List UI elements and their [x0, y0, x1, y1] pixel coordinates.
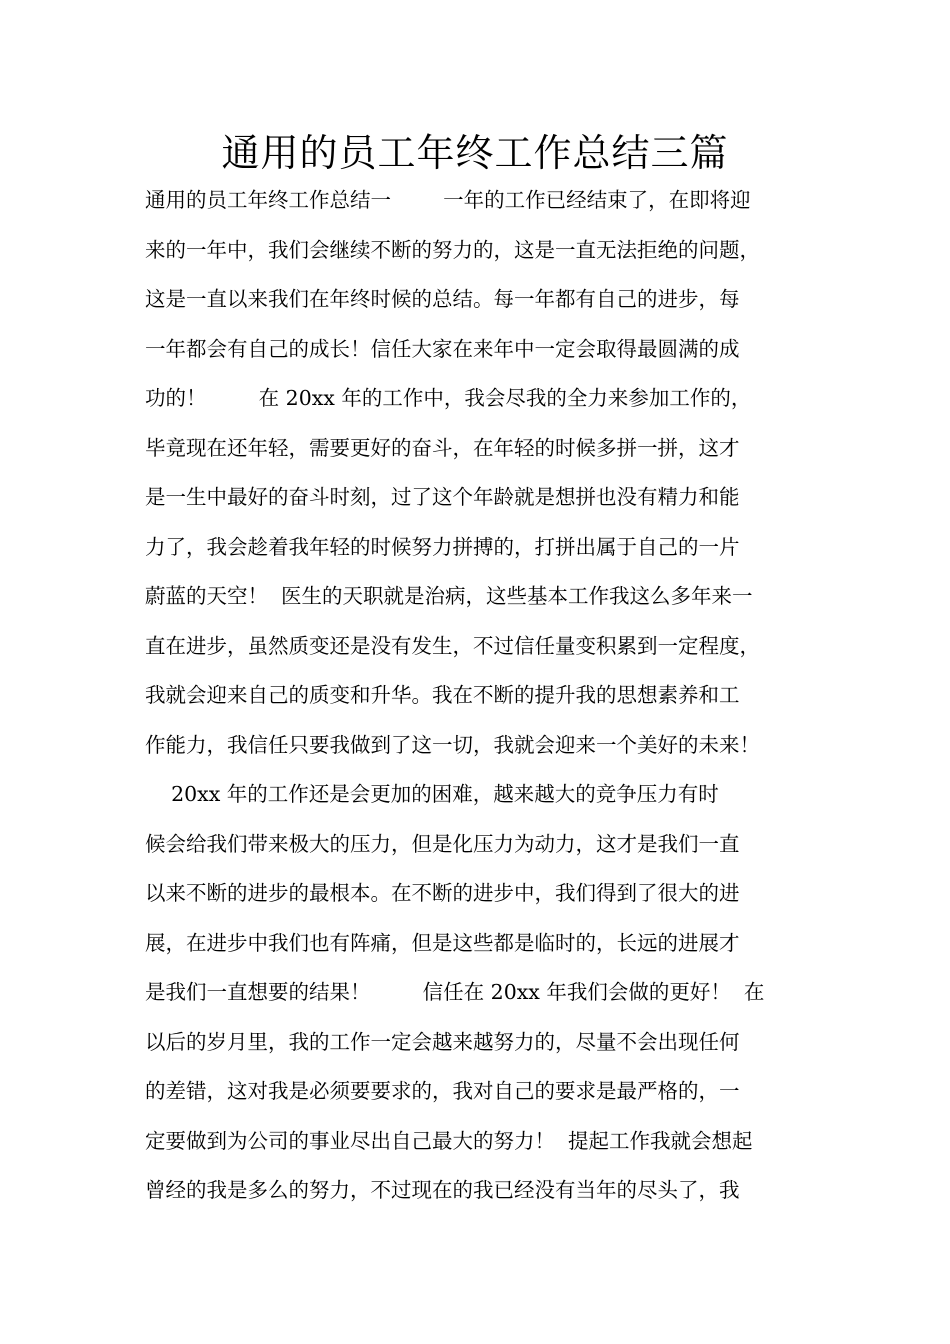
- text-line: 功的！ 在 20xx 年的工作中，我会尽我的全力来参加工作的，: [145, 386, 752, 410]
- text-line: 是一生中最好的奋斗时刻，过了这个年龄就是想拼也没有精力和能: [145, 485, 740, 509]
- document-body: [145, 176, 825, 1216]
- text-line: 定要做到为公司的事业尽出自己最大的努力！ 提起工作我就会想起: [145, 1128, 753, 1153]
- text-line: 作能力，我信任只要我做到了这一切，我就会迎来一个美好的未来！: [145, 732, 760, 757]
- text-line: 蔚蓝的天空！ 医生的天职就是治病，这些基本工作我这么多年来一: [145, 584, 753, 608]
- text-line: 来的一年中，我们会继续不断的努力的，这是一直无法拒绝的问题，: [145, 237, 760, 262]
- text-line: 以来不断的进步的最根本。在不断的进步中，我们得到了很大的进: [145, 881, 740, 905]
- text-line: 毕竟现在还年轻，需要更好的奋斗，在年轻的时候多拼一拼，这才: [145, 435, 740, 460]
- text-line: 是我们一直想要的结果！ 信任在 20xx 年我们会做的更好！ 在: [145, 980, 765, 1004]
- text-line: 我就会迎来自己的质变和升华。我在不断的提升我的思想素养和工: [145, 683, 740, 707]
- text-line: 一年都会有自己的成长！信任大家在来年中一定会取得最圆满的成: [145, 336, 740, 361]
- text-line: 候会给我们带来极大的压力，但是化压力为动力，这才是我们一直: [145, 831, 740, 856]
- text-line: 直在进步，虽然质变还是没有发生，不过信任量变积累到一定程度，: [145, 633, 760, 658]
- text-line: 的差错，这对我是必须要要求的，我对自己的要求是最严格的，一: [145, 1079, 740, 1103]
- text-line: 力了，我会趁着我年轻的时候努力拼搏的，打拼出属于自己的一片: [145, 534, 740, 559]
- text-line: 展，在进步中我们也有阵痛，但是这些都是临时的，长远的进展才: [145, 930, 740, 955]
- text-line: 20xx 年的工作还是会更加的困难，越来越大的竞争压力有时: [145, 782, 719, 806]
- text-line: 曾经的我是多么的努力，不过现在的我已经没有当年的尽头了，我: [145, 1178, 740, 1202]
- text-line: 以后的岁月里，我的工作一定会越来越努力的，尽量不会出现任何: [145, 1029, 740, 1054]
- document-title: 通用的员工年终工作总结三篇: [221, 131, 729, 175]
- text-line: 这是一直以来我们在年终时候的总结。每一年都有自己的进步，每: [145, 287, 740, 311]
- text-line: 通用的员工年终工作总结一 一年的工作已经结束了，在即将迎: [145, 188, 751, 212]
